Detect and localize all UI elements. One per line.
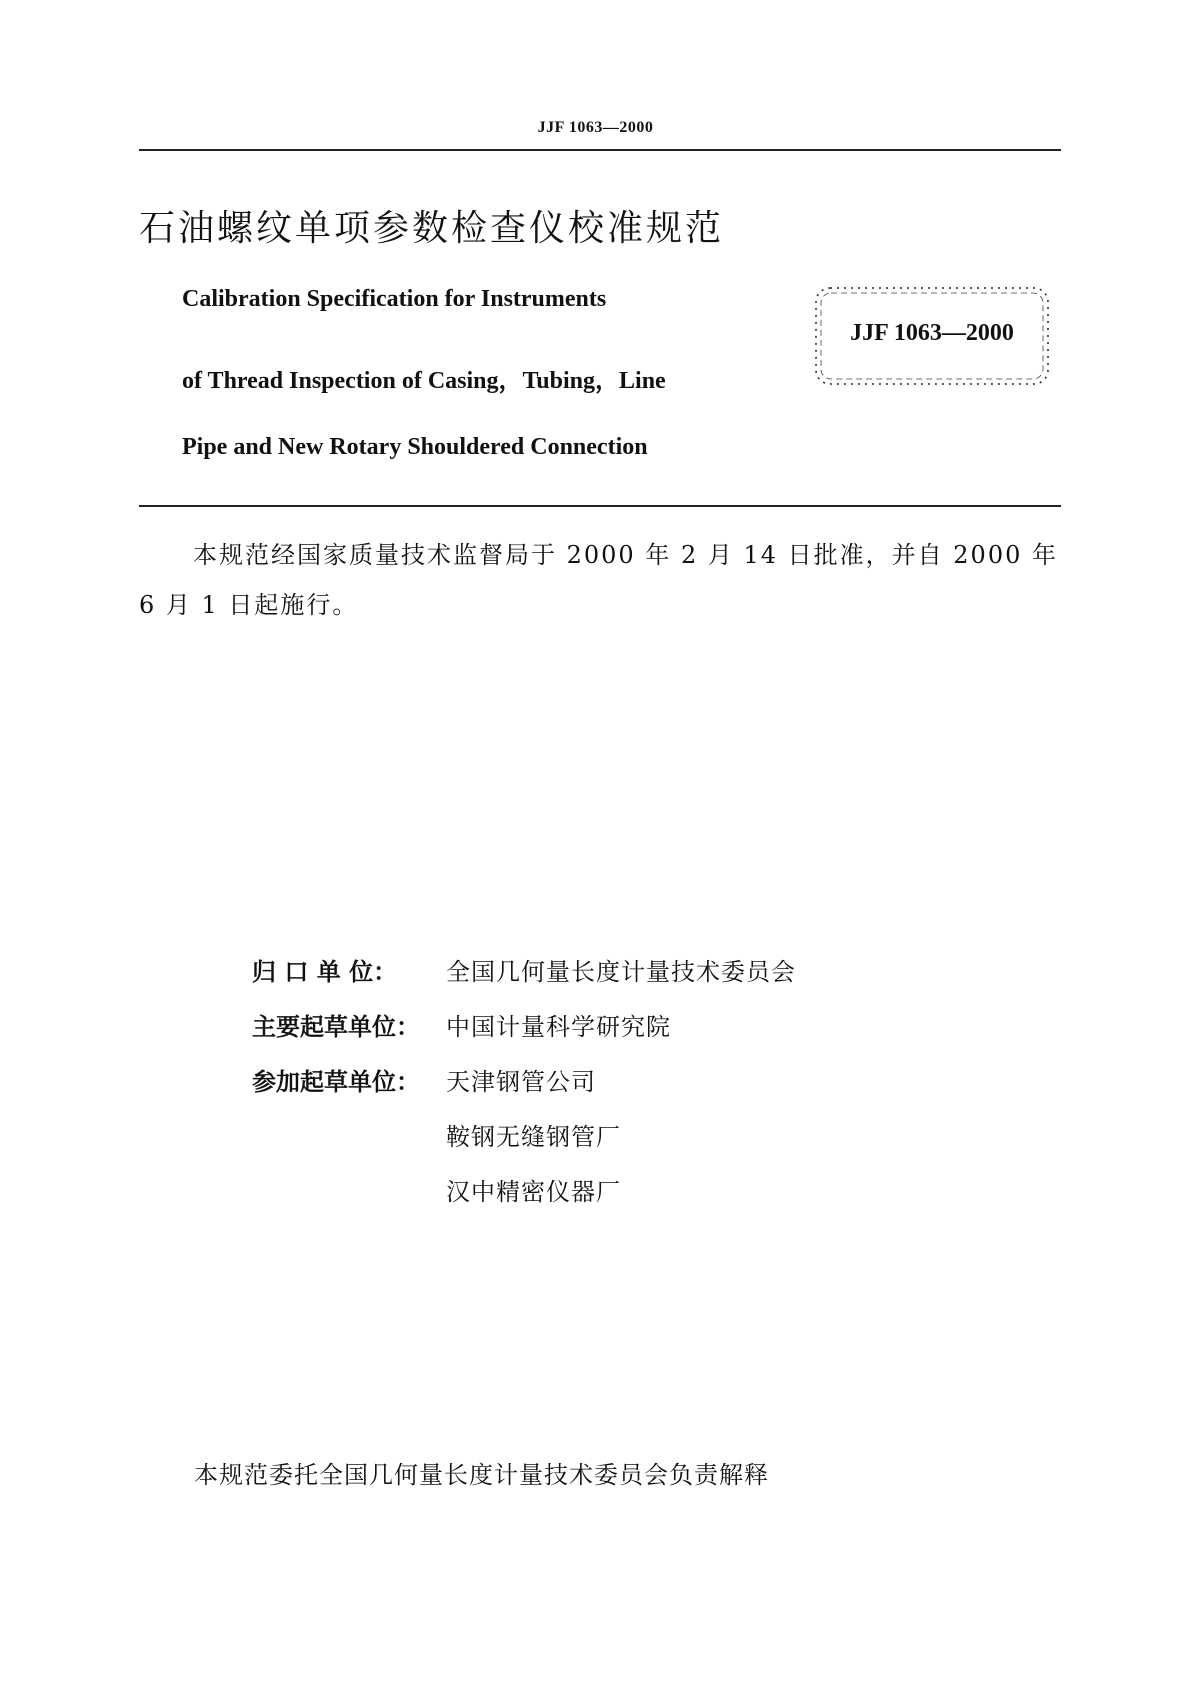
org-value-responsible: 全国几何量长度计量技术委员会 (446, 958, 796, 986)
org-row-responsible (252, 955, 796, 989)
org-label-main-drafter: 主要起草单位： (252, 1013, 420, 1041)
english-title-line-2: of Thread Inspection of Casing，Tubing，Line (182, 368, 666, 394)
org-row-main-drafter (252, 1010, 671, 1044)
approval-line-2: 6 月 1 日起施行。 (139, 591, 359, 619)
standard-code-box-text: JJF 1063—2000 (850, 320, 1014, 346)
header-standard-code: JJF 1063—2000 (537, 119, 654, 136)
org-value-main-drafter: 中国计量科学研究院 (446, 1013, 671, 1041)
header-divider (139, 149, 1061, 151)
org-value-participating-3: 汉中精密仪器厂 (446, 1178, 621, 1206)
approval-statement (139, 530, 1061, 630)
org-value-participating-1: 天津钢管公司 (446, 1068, 596, 1096)
org-row-participating-2 (252, 1120, 621, 1154)
english-title-line-3: Pipe and New Rotary Shouldered Connection (182, 434, 648, 460)
org-value-participating-2: 鞍钢无缝钢管厂 (446, 1123, 621, 1151)
org-label-participating: 参加起草单位： (252, 1068, 420, 1096)
approval-line-1: 本规范经国家质量技术监督局于 2000 年 2 月 14 日批准，并自 2000 年 (193, 541, 1058, 569)
interpretation-note: 本规范委托全国几何量长度计量技术委员会负责解释 (194, 1461, 769, 1489)
org-label-responsible: 归 口 单 位： (252, 958, 398, 986)
english-title-line-1: Calibration Specification for Instruments (182, 286, 607, 312)
org-row-participating-3 (252, 1175, 621, 1209)
org-row-participating (252, 1065, 596, 1099)
standard-code-box (810, 282, 1054, 390)
title-divider (139, 505, 1061, 507)
chinese-title: 石油螺纹单项参数检查仪校准规范 (139, 208, 725, 249)
